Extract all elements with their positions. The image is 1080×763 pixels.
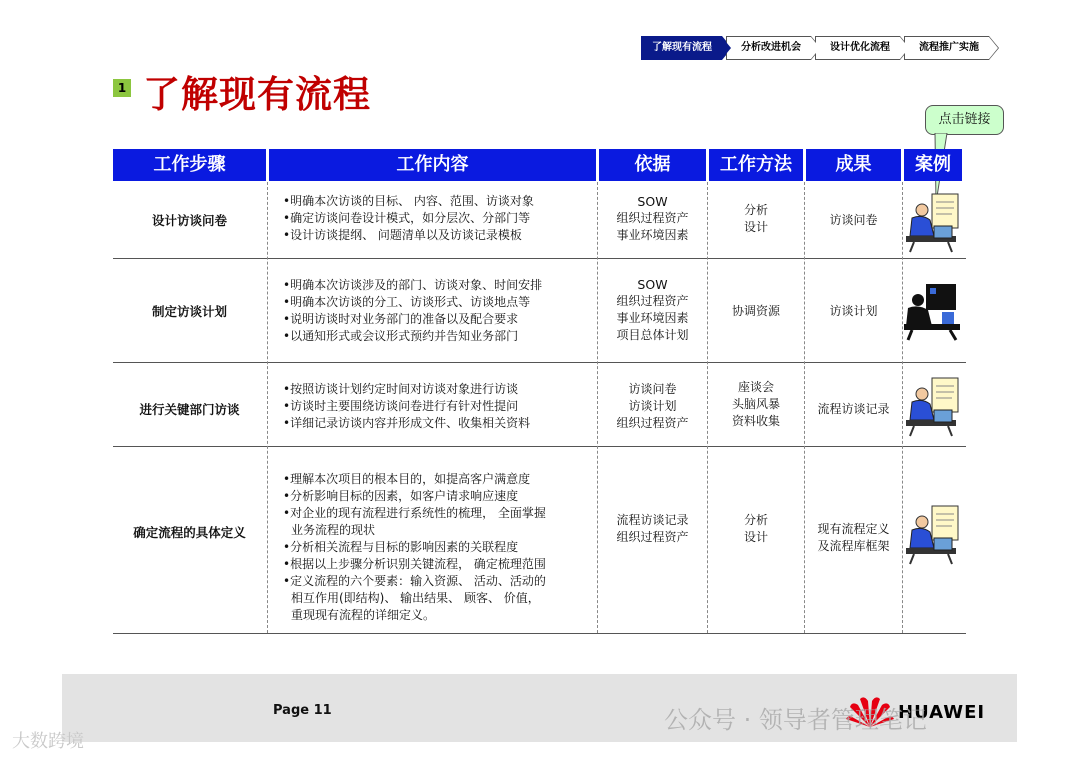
content-line: •定义流程的六个要素：输入资源、 活动、活动的 [283,574,546,588]
header-content: 工作内容 [269,149,596,181]
content-line: •明确本次访谈的目标、 内容、范围、访谈对象 [283,194,534,208]
table-row-1-basis [599,193,706,244]
result-item: 现有流程定义 [817,522,890,536]
table-row-2-method [709,303,803,320]
watermark-account: 公众号 · 领导者管理笔记 [664,706,927,734]
basis-item: 流程访谈记录 [616,513,689,527]
header-method: 工作方法 [709,149,803,181]
content-line: •设计访谈提纲、 问题清单以及访谈记录模板 [283,228,522,242]
content-line: •分析相关流程与目标的影响因素的关联程度 [283,540,519,554]
header-result: 成果 [806,149,901,181]
basis-item: 访谈问卷 [628,382,677,396]
basis-item: 组织过程资产 [616,211,689,225]
breadcrumb [641,36,993,58]
method-item: 协调资源 [731,304,780,318]
content-line: •根据以上步骤分析识别关键流程， 确定梳理范围 [283,557,546,571]
result-item: 访谈计划 [829,304,878,318]
office-worker-icon[interactable] [904,504,962,566]
basis-item: 组织过程资产 [616,530,689,544]
table-row-2-result [806,303,901,320]
content-line: •理解本次项目的根本目的，如提高客户满意度 [283,472,531,486]
basis-item: 组织过程资产 [616,294,689,308]
table-row-3-basis [599,381,706,432]
basis-item: 事业环境因素 [616,311,689,325]
header-case: 案例 [904,149,962,181]
content-line: •分析影响目标的因素，如客户请求响应速度 [283,489,519,503]
content-line: 重现现有流程的详细定义。 [291,608,436,622]
table-row-1-step: 设计访谈问卷 [151,213,227,228]
column-divider [707,182,708,633]
content-line: •说明访谈时对业务部门的准备以及配合要求 [283,312,519,326]
table-row-4-content [283,471,595,624]
link-callout[interactable]: 点击链接 [925,105,1004,135]
table-row-3-method [709,379,803,430]
content-line: •明确本次访谈的分工、访谈形式、访谈地点等 [283,295,531,309]
content-line: •访谈时主要围绕访谈问卷进行有针对性提问 [283,399,519,413]
basis-item: 事业环境因素 [616,228,689,242]
column-divider [804,182,805,633]
basis-item: 访谈计划 [628,399,677,413]
content-line: 业务流程的现状 [291,523,376,537]
content-line: 相互作用(即结构)、 输出结果、 顾客、 价值， [291,591,540,605]
breadcrumb-step-2[interactable]: 分析改进机会 [726,36,811,60]
method-item: 分析 [743,203,768,217]
content-line: •确定访谈问卷设计模式，如分层次、分部门等 [283,211,531,225]
table-row-4-method [709,512,803,546]
row-divider [113,362,966,363]
breadcrumb-step-3[interactable]: 设计优化流程 [815,36,900,60]
table-row-3-step: 进行关键部门访谈 [139,402,240,417]
page-title: 了解现有流程 [143,73,371,116]
table-row-4-basis [599,512,706,546]
content-line: •对企业的现有流程进行系统性的梳理， 全面掌握 [283,506,546,520]
result-item: 流程访谈记录 [817,402,890,416]
content-line: •详细记录访谈内容并形成文件、收集相关资料 [283,416,531,430]
table-row-2-content [283,277,595,345]
office-worker-icon[interactable] [904,192,962,254]
table-row-3-content [283,381,595,432]
table-row-4-step: 确定流程的具体定义 [133,525,246,540]
table-row-4-result [806,521,901,555]
result-item: 及流程库框架 [817,539,890,553]
table-row-2-step: 制定访谈计划 [151,304,227,319]
content-line: •以通知形式或会议形式预约并告知业务部门 [283,329,519,343]
basis-item: 组织过程资产 [616,416,689,430]
row-divider [113,446,966,447]
row-divider [113,258,966,259]
column-divider [267,182,268,633]
page-number: Page 11 [273,703,332,718]
table-row-2-basis [599,276,706,344]
table-row-1-result [806,212,901,229]
content-line: •按照访谈计划约定时间对访谈对象进行访谈 [283,382,519,396]
basis-item: SOW [637,277,668,292]
table-row-1-content [283,193,595,244]
method-item: 座谈会 [737,380,774,394]
column-divider [597,182,598,633]
column-divider [902,182,903,633]
meeting-silhouette-icon[interactable] [904,280,962,342]
table-row-1-method [709,202,803,236]
brand-name: HUAWEI [898,702,986,723]
method-item: 分析 [743,513,768,527]
method-item: 资料收集 [731,414,780,428]
method-item: 设计 [743,530,768,544]
office-worker-icon[interactable] [904,376,962,438]
result-item: 访谈问卷 [829,213,878,227]
basis-item: 项目总体计划 [616,328,689,342]
method-item: 设计 [743,220,768,234]
watermark-source: 大数跨境 [12,731,84,752]
content-line: •明确本次访谈涉及的部门、访谈对象、时间安排 [283,278,543,292]
header-step: 工作步骤 [113,149,266,181]
method-item: 头脑风暴 [731,397,780,411]
breadcrumb-step-1[interactable]: 了解现有流程 [641,36,722,60]
table-row-3-result [806,401,901,418]
row-divider [113,633,966,634]
header-basis: 依据 [599,149,706,181]
title-number-badge: 1 [113,79,131,97]
breadcrumb-step-4[interactable]: 流程推广实施 [904,36,989,60]
basis-item: SOW [637,194,668,209]
